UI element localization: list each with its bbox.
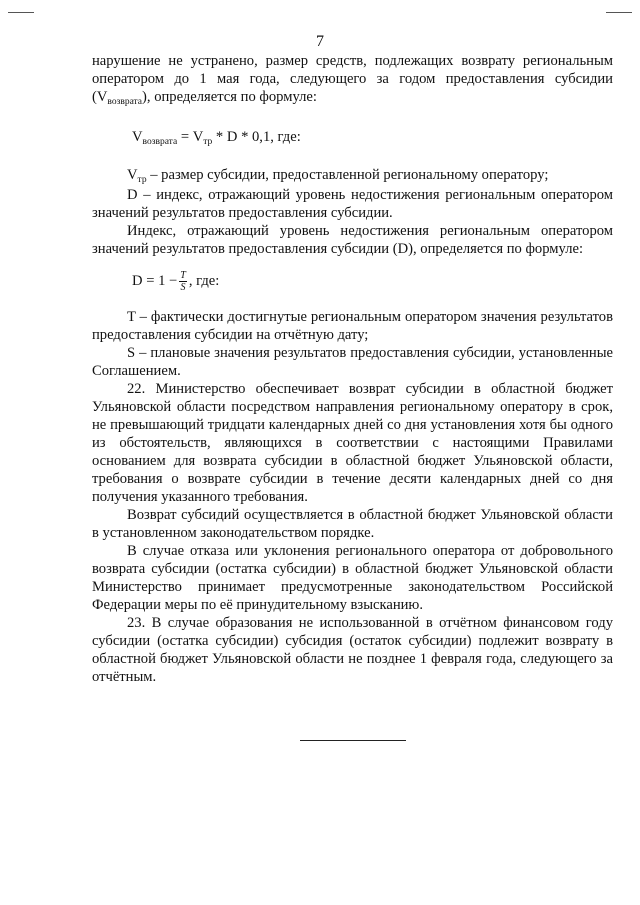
intro-subscript: возврата bbox=[107, 97, 143, 107]
fraction-denominator: S bbox=[180, 281, 186, 293]
formula-index-tail: , где: bbox=[188, 273, 220, 289]
document-body bbox=[92, 52, 613, 686]
formula-eq: = V bbox=[177, 129, 204, 145]
index-intro-paragraph: Индекс, отражающий уровень недостижения региональным оператором значений результатов предоставления субсидии (D), определяется по формуле: bbox=[92, 223, 613, 257]
fraction bbox=[179, 270, 187, 293]
paragraph-23: 23. В случае образования не использованной в отчётном финансовом году субсидии (остатка субсидии) субсидия (остаток субсидии) подлежит возврату в областной бюджет Ульяновской области не позднее 1 февраля года, следующего за отчётным. bbox=[92, 615, 613, 685]
def-vtr-subscript: тр bbox=[137, 175, 147, 185]
closing-line bbox=[300, 740, 406, 741]
formula-tr-subscript: тр bbox=[203, 137, 213, 147]
intro-text: нарушение не устранено, размер средств, подлежащих возврату региональным оператором до 1 мая года, следующего за годом предоставления субсидии (V bbox=[92, 53, 613, 105]
paragraph-refusal: В случае отказа или уклонения регионального оператора от добровольного возврата субсидии (остатка субсидии) в областной бюджет Ульяновской области Министерство принимает предусмотренные законодательством Российской Федерации меры по её принудительному взысканию. bbox=[92, 543, 613, 613]
def-vtr-symbol: V bbox=[127, 167, 138, 183]
paragraph-22: 22. Министерство обеспечивает возврат субсидии в областной бюджет Ульяновской области посредством направления региональному оператору в срок, не превышающий тридцати календарных дней со дня установления хотя бы одного из обстоятельств, являющихся в соответствии с настоящими Правилами основанием для возврата субсидии в областной бюджет Ульяновской области, требования о возврате субсидии в течение десяти календарных дней со дня получения указанного требования. bbox=[92, 381, 613, 505]
paragraph-return: Возврат субсидий осуществляется в областной бюджет Ульяновской области в установленном законодательством порядке. bbox=[92, 507, 613, 541]
formula-rest: * D * 0,1, где: bbox=[212, 129, 301, 145]
fraction-numerator: T bbox=[180, 269, 186, 281]
def-vtr-text: – размер субсидии, предоставленной региональному оператору; bbox=[146, 167, 549, 183]
formula-v-subscript: возврата bbox=[142, 137, 178, 147]
formula-refund bbox=[92, 128, 613, 146]
definition-s: S – плановые значения результатов предоставления субсидии, установленные Соглашением. bbox=[92, 345, 613, 379]
formula-v: V bbox=[132, 129, 143, 145]
definition-d: D – индекс, отражающий уровень недостижения региональным оператором значений результатов предоставления субсидии. bbox=[92, 187, 613, 221]
formula-index bbox=[92, 266, 613, 296]
formula-index-lhs: D = 1 − bbox=[132, 273, 178, 289]
scan-corner-mark-left bbox=[8, 12, 34, 13]
intro-paragraph bbox=[92, 52, 613, 108]
definition-t: T – фактически достигнутые региональным оператором значения результатов предоставления субсидии на отчётную дату; bbox=[92, 309, 613, 343]
definition-vtr bbox=[92, 166, 613, 186]
intro-end-text: ), определяется по формуле: bbox=[142, 89, 317, 105]
page-number: 7 bbox=[316, 33, 324, 50]
scan-corner-mark-right bbox=[606, 12, 632, 13]
